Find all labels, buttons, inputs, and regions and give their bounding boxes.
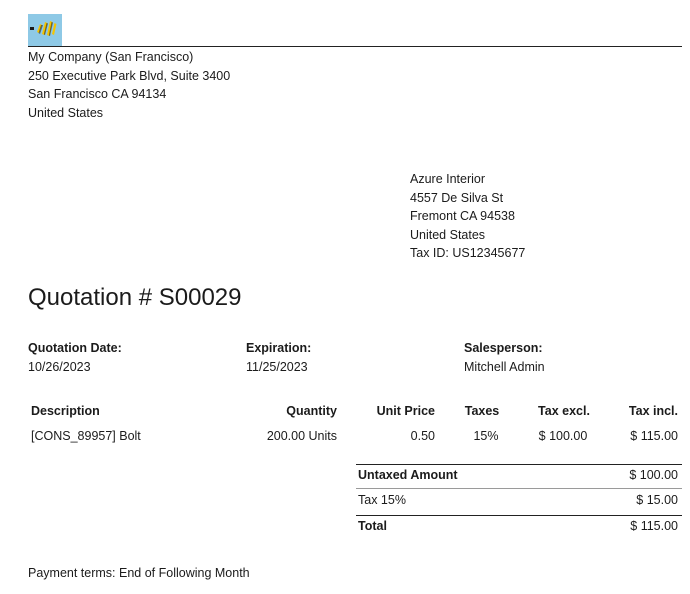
row-quantity: 200.00 Units: [266, 429, 337, 443]
untaxed-amount-label: Untaxed Amount: [358, 468, 458, 482]
header-description: Description: [31, 404, 100, 418]
header-taxes: Taxes: [464, 404, 500, 418]
expiration-value: 11/25/2023: [246, 360, 308, 374]
totals-total-rule: [356, 515, 682, 516]
header-tax-incl: Tax incl.: [628, 404, 678, 418]
customer-country: United States: [410, 227, 486, 242]
untaxed-amount-value: $ 100.00: [629, 468, 678, 482]
header-divider: [28, 46, 682, 47]
row-taxes: 15%: [473, 429, 499, 443]
header-unit-price: Unit Price: [376, 404, 435, 418]
company-address: [28, 48, 230, 122]
customer-address: [410, 170, 525, 263]
payment-terms: Payment terms: End of Following Month: [28, 566, 250, 580]
customer-city: Fremont CA 94538: [410, 209, 515, 223]
row-tax-incl: $ 115.00: [630, 429, 678, 443]
header-tax-excl: Tax excl.: [538, 404, 590, 418]
row-tax-excl: $ 100.00: [538, 429, 588, 443]
page-title: Quotation # S00029: [28, 284, 242, 311]
tax-label: Tax 15%: [358, 493, 406, 507]
salesperson-value: Mitchell Admin: [464, 360, 545, 374]
customer-tax-id: Tax ID: US12345677: [410, 246, 526, 260]
header-quantity: Quantity: [286, 404, 337, 418]
quotation-date-label: Quotation Date:: [28, 341, 122, 355]
total-label: Total: [358, 519, 387, 533]
salesperson-label: Salesperson:: [464, 341, 543, 355]
expiration-label: Expiration:: [246, 341, 312, 355]
company-street: 250 Executive Park Blvd, Suite 3400: [28, 68, 231, 83]
company-name: My Company (San Francisco): [28, 50, 194, 64]
company-city: San Francisco CA 94134: [28, 87, 167, 101]
quotation-date-block: [28, 339, 122, 377]
expiration-block: [246, 339, 311, 377]
row-description: [CONS_89957] Bolt: [31, 429, 141, 443]
customer-street: 4557 De Silva St: [410, 190, 504, 205]
total-value: $ 115.00: [630, 519, 678, 533]
tax-value: $ 15.00: [636, 493, 678, 507]
company-country: United States: [28, 105, 104, 120]
company-logo-icon: [28, 14, 62, 47]
salesperson-block: [464, 339, 545, 377]
quotation-date-value: 10/26/2023: [28, 360, 91, 374]
totals-mid-rule: [356, 488, 682, 489]
customer-name: Azure Interior: [410, 172, 486, 186]
totals-top-rule: [356, 464, 682, 465]
row-unit-price: 0.50: [410, 429, 435, 443]
